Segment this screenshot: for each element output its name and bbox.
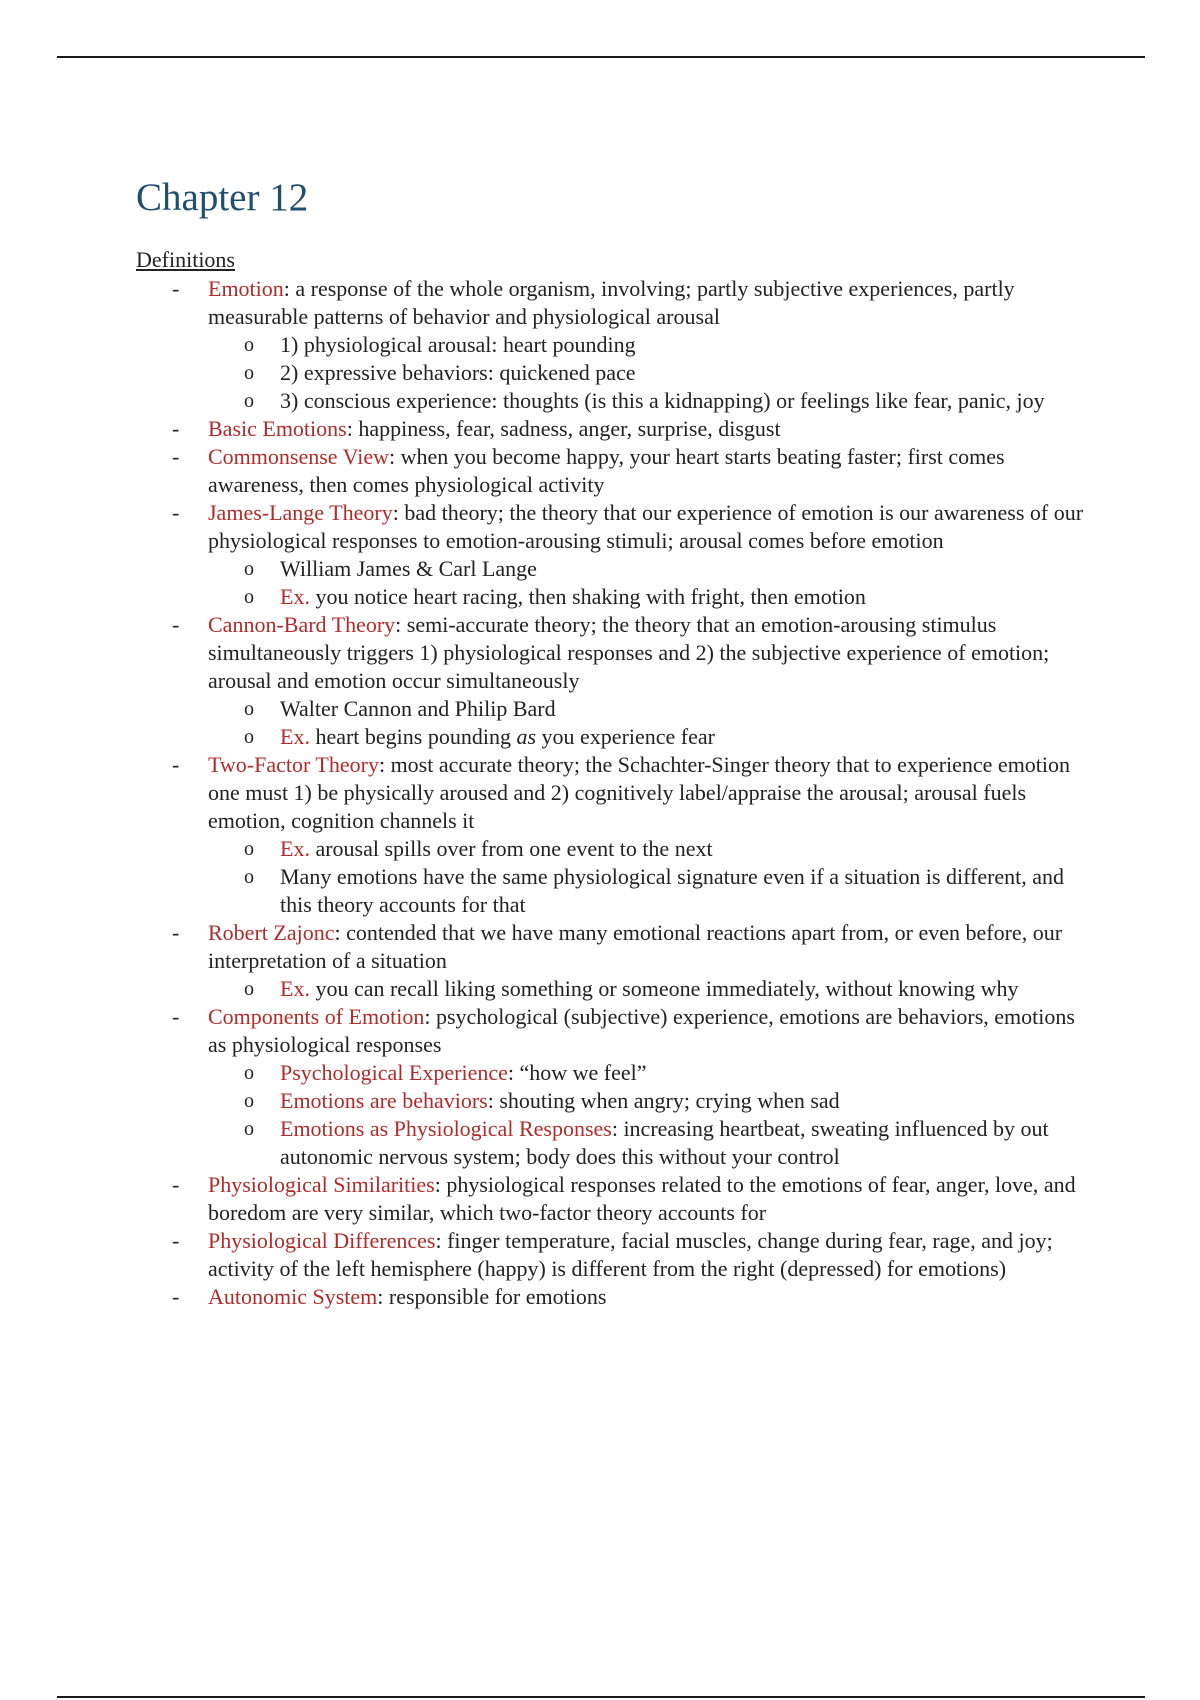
definition-text: : bad theory; the theory that our experience of emotion is our awareness of our physiological responses to emotion-arousing stimuli; arousal comes before emotion: [208, 500, 1084, 553]
circle-bullet: o: [244, 726, 254, 748]
sub-text: William James & Carl Lange: [280, 556, 537, 581]
dash-bullet: -: [172, 1228, 180, 1253]
definition-text: : contended that we have many emotional reactions apart from, or even before, our interpretation of a situation: [208, 920, 1063, 973]
dash-bullet: -: [172, 920, 180, 945]
definition-item: [136, 1003, 1096, 1171]
sub-item: [208, 835, 1096, 863]
definition-text: : psychological (subjective) experience, emotions are behaviors, emotions as physiological responses: [208, 1004, 1075, 1057]
sub-text: : “how we feel”: [507, 1060, 647, 1085]
sub-item: [208, 975, 1096, 1003]
sub-list: [208, 555, 1096, 611]
definition-text: : responsible for emotions: [377, 1284, 607, 1309]
definition-text: : semi-accurate theory; the theory that an emotion-arousing stimulus simultaneously triggers 1) physiological responses and 2) the subjective experience of emotion; arousal and emotion occur simultaneously: [208, 612, 1050, 693]
sub-term: Emotions as Physiological Responses: [280, 1116, 612, 1141]
sub-text: 3) conscious experience: thoughts (is this a kidnapping) or feelings like fear, panic, joy: [280, 388, 1045, 413]
dash-bullet: -: [172, 416, 180, 441]
dash-bullet: -: [172, 612, 180, 637]
circle-bullet: o: [244, 334, 254, 356]
definition-term: Commonsense View: [208, 444, 389, 469]
sub-text: : increasing heartbeat, sweating influenced by out autonomic nervous system; body does this without your control: [280, 1116, 1049, 1169]
circle-bullet: o: [244, 586, 254, 608]
dash-bullet: -: [172, 500, 180, 525]
definition-term: Cannon-Bard Theory: [208, 612, 396, 637]
definition-term: Components of Emotion: [208, 1004, 425, 1029]
definition-item: [136, 611, 1096, 751]
sub-emphasis: as: [516, 724, 537, 749]
definition-item: [136, 275, 1096, 415]
definition-term: Autonomic System: [208, 1284, 378, 1309]
circle-bullet: o: [244, 1090, 254, 1112]
sub-term: Psychological Experience: [280, 1060, 508, 1085]
circle-bullet: o: [244, 390, 254, 412]
sub-term: Ex.: [280, 724, 310, 749]
sub-term: Emotions are behaviors: [280, 1088, 488, 1113]
sub-item: [208, 331, 1096, 359]
definition-item: [136, 919, 1096, 1003]
dash-bullet: -: [172, 1284, 180, 1309]
definition-item: [136, 1171, 1096, 1227]
definition-text: : when you become happy, your heart starts beating faster; first comes awareness, then comes physiological activity: [208, 444, 1005, 497]
sub-text: 1) physiological arousal: heart pounding: [280, 332, 636, 357]
circle-bullet: o: [244, 866, 254, 888]
sub-text: heart begins pounding: [309, 724, 517, 749]
sub-text: you notice heart racing, then shaking with fright, then emotion: [309, 584, 866, 609]
sub-item: [208, 863, 1096, 919]
dash-bullet: -: [172, 1172, 180, 1197]
document-body: [136, 176, 1096, 1311]
definition-item: [136, 1283, 1096, 1311]
sub-text: you can recall liking something or someone immediately, without knowing why: [309, 976, 1019, 1001]
sub-list: [208, 835, 1096, 919]
dash-bullet: -: [172, 752, 180, 777]
sub-text-tail: you experience fear: [536, 724, 715, 749]
circle-bullet: o: [244, 1118, 254, 1140]
section-heading: Definitions: [136, 247, 235, 272]
sub-item: [208, 1115, 1096, 1171]
sub-item: [208, 723, 1096, 751]
sub-list: [208, 1059, 1096, 1171]
definition-term: Robert Zajonc: [208, 920, 335, 945]
sub-list: [208, 695, 1096, 751]
circle-bullet: o: [244, 362, 254, 384]
definition-text: : happiness, fear, sadness, anger, surprise, disgust: [346, 416, 781, 441]
circle-bullet: o: [244, 558, 254, 580]
definition-text: : finger temperature, facial muscles, change during fear, rage, and joy; activity of the left hemisphere (happy) is different from the right (depressed) for emotions): [208, 1228, 1053, 1281]
sub-item: [208, 1059, 1096, 1087]
sub-text: Walter Cannon and Philip Bard: [280, 696, 556, 721]
dash-bullet: -: [172, 1004, 180, 1029]
definition-term: Basic Emotions: [208, 416, 347, 441]
chapter-title: Chapter 12: [136, 176, 309, 219]
sub-text: arousal spills over from one event to the next: [309, 836, 713, 861]
sub-term: Ex.: [280, 836, 310, 861]
definition-term: Two-Factor Theory: [208, 752, 379, 777]
definition-term: Physiological Differences: [208, 1228, 436, 1253]
definition-term: Emotion: [208, 276, 284, 301]
circle-bullet: o: [244, 838, 254, 860]
circle-bullet: o: [244, 1062, 254, 1084]
sub-item: [208, 555, 1096, 583]
circle-bullet: o: [244, 698, 254, 720]
sub-term: Ex.: [280, 976, 310, 1001]
circle-bullet: o: [244, 978, 254, 1000]
header-rule: [57, 56, 1145, 58]
sub-item: [208, 583, 1096, 611]
sub-text: : shouting when angry; crying when sad: [487, 1088, 840, 1113]
sub-item: [208, 1087, 1096, 1115]
dash-bullet: -: [172, 276, 180, 301]
sub-term: Ex.: [280, 584, 310, 609]
definition-item: [136, 499, 1096, 611]
sub-item: [208, 387, 1096, 415]
sub-item: [208, 695, 1096, 723]
dash-bullet: -: [172, 444, 180, 469]
definition-item: [136, 751, 1096, 919]
sub-item: [208, 359, 1096, 387]
definition-item: [136, 1227, 1096, 1283]
sub-list: [208, 331, 1096, 415]
sub-text: Many emotions have the same physiological signature even if a situation is different, and this theory accounts for that: [280, 864, 1065, 917]
definition-item: [136, 415, 1096, 443]
sub-list: [208, 975, 1096, 1003]
footer-rule: [57, 1696, 1145, 1698]
definitions-list: [136, 275, 1096, 1311]
definition-item: [136, 443, 1096, 499]
definition-term: James-Lange Theory: [208, 500, 393, 525]
definition-text: : most accurate theory; the Schachter-Singer theory that to experience emotion one must 1) be physically aroused and 2) cognitively label/appraise the arousal; arousal fuels emotion, cognition channels it: [208, 752, 1071, 833]
sub-text: 2) expressive behaviors: quickened pace: [280, 360, 636, 385]
definition-text: : a response of the whole organism, involving; partly subjective experiences, partly measurable patterns of behavior and physiological arousal: [208, 276, 1015, 329]
definition-term: Physiological Similarities: [208, 1172, 435, 1197]
definition-text: : physiological responses related to the emotions of fear, anger, love, and boredom are very similar, which two-factor theory accounts for: [208, 1172, 1076, 1225]
